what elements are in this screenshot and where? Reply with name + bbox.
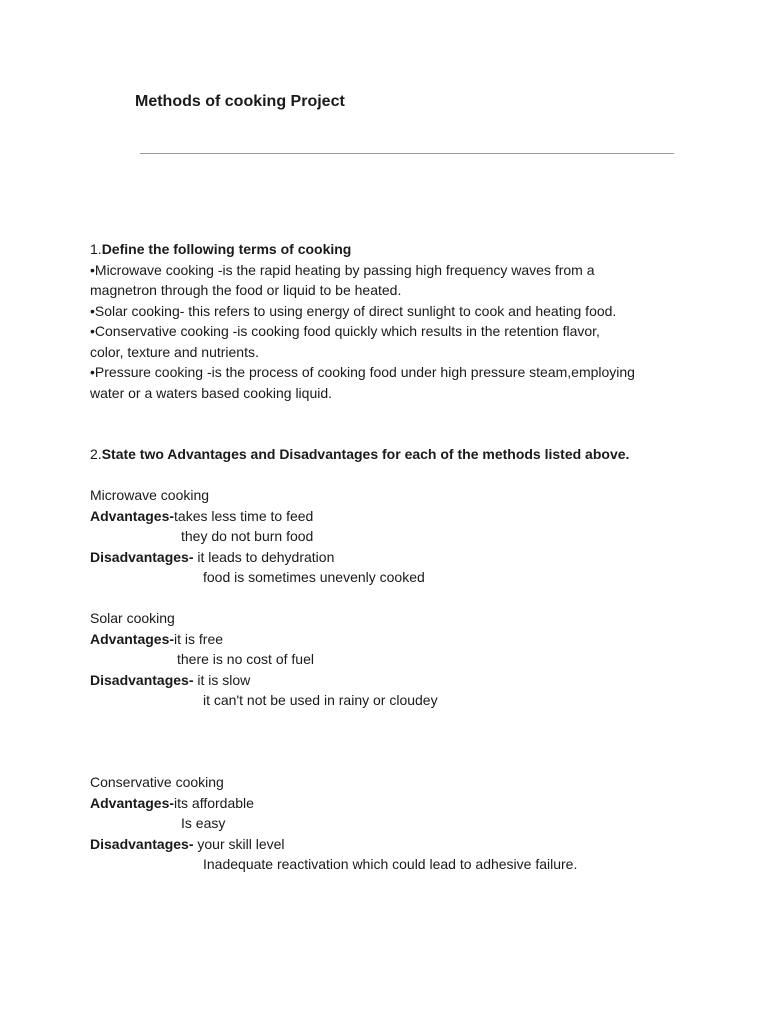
disadvantages-line [90,670,690,691]
definition-line: •Microwave cooking -is the rapid heating by passing high frequency waves from a [90,261,595,278]
disadvantages-line [90,547,690,568]
definition-line: •Solar cooking- this refers to using energy of direct sunlight to cook and heating food. [90,302,617,319]
definition-line: •Conservative cooking -is cooking food quickly which results in the retention flavor, [90,323,600,339]
question-2-number: 2. [90,446,102,462]
advantage-item: takes less time to feed [174,507,314,524]
disadvantages-label: Disadvantages- [90,835,194,852]
definition-line: water or a waters based cooking liquid. [90,384,333,401]
definition-line: •Pressure cooking -is the process of cooking food under high pressure steam,employing [90,364,635,380]
disadvantage-item: it leads to dehydration [193,548,335,565]
advantages-label: Advantages- [90,507,175,524]
advantages-line [90,793,690,814]
advantages-line [90,629,690,650]
method-name: Microwave cooking [90,487,210,503]
question-1-heading [90,239,690,260]
question-2-heading [90,444,690,465]
advantage-item: Is easy [181,815,226,831]
page-title: Methods of cooking Project [135,93,345,110]
disadvantages-label: Disadvantages- [90,548,194,565]
conservative-section [90,772,690,875]
advantages-line [90,506,690,527]
divider [140,153,674,154]
question-1-section [90,239,690,403]
question-1-title: Define the following terms of cooking [101,241,352,257]
question-2-section [90,444,690,465]
disadvantage-item: Inadequate reactivation which could lead to adhesive failure. [203,856,578,872]
disadvantage-item: food is sometimes unevenly cooked [203,569,425,585]
advantage-item: its affordable [174,794,254,811]
disadvantages-line [90,834,690,855]
definition-line: magnetron through the food or liquid to be heated. [90,282,402,298]
advantage-item: they do not burn food [181,528,314,544]
disadvantages-label: Disadvantages- [90,671,194,688]
microwave-section [90,485,690,588]
advantage-item: it is free [174,630,224,647]
disadvantage-item: your skill level [193,835,285,852]
disadvantage-item: it can't not be used in rainy or cloudey [203,692,438,708]
advantage-item: there is no cost of fuel [177,651,314,667]
advantages-label: Advantages- [90,630,175,647]
question-2-title: State two Advantages and Disadvantages for each of the methods listed above. [101,446,630,462]
method-name: Solar cooking [90,610,175,626]
definition-line: color, texture and nutrients. [90,343,259,360]
question-1-number: 1. [90,241,102,257]
advantages-label: Advantages- [90,794,175,811]
disadvantage-item: it is slow [193,671,251,688]
solar-section [90,608,690,711]
method-name: Conservative cooking [90,774,224,790]
